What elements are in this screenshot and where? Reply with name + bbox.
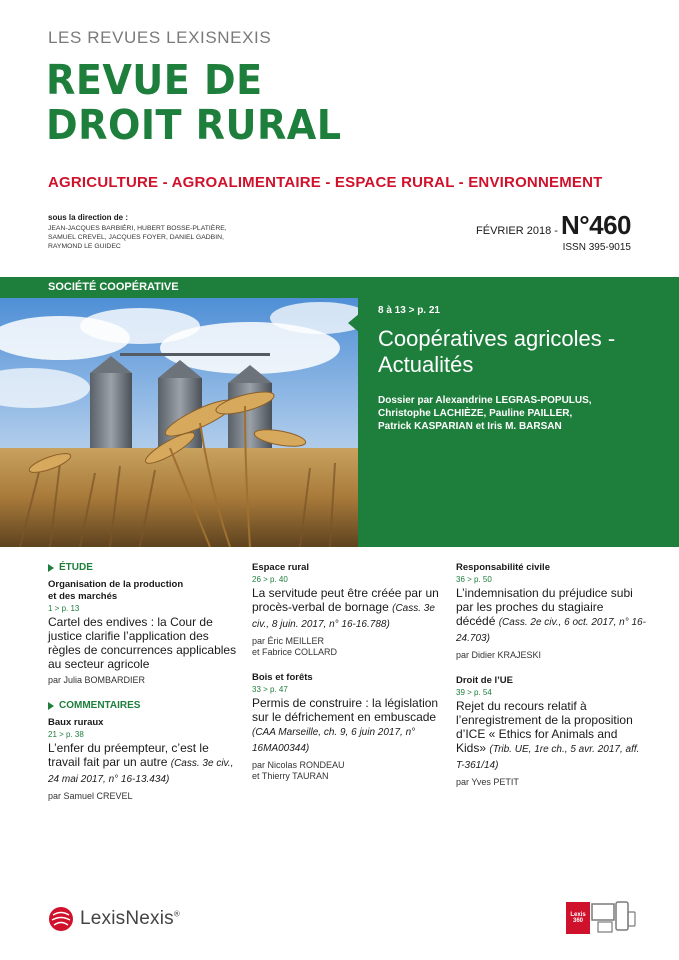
article-page-ref: 26 > p. 40 (252, 575, 288, 584)
article-cartel-endives[interactable] (48, 579, 238, 686)
article-citation: (Cass. 2e civ., 6 oct. 2017, n° 16-24.703) (456, 617, 646, 644)
feature-heading-line-1: Coopératives agricoles - (378, 326, 616, 351)
lexisnexis-logo (48, 906, 180, 932)
article-page-ref: 21 > p. 38 (48, 730, 84, 739)
article-author: par Yves PETIT (456, 777, 519, 787)
article-author-line-1: par Éric MEILLER (252, 636, 325, 646)
article-citation: (CAA Marseille, ch. 9, 6 juin 2017, n° 16MA00344) (252, 727, 416, 754)
article-page-ref: 36 > p. 50 (456, 575, 492, 584)
article-title (456, 699, 646, 773)
feature-heading-line-2: Actualités (378, 352, 474, 377)
lexisnexis-globe-icon (48, 906, 74, 932)
article-title (252, 696, 442, 756)
lexis360-logo: Lexis 360 (566, 902, 590, 934)
article-category: Responsabilité civile (456, 562, 550, 573)
direction-names-line-3: RAYMOND LE GUIDEC (48, 243, 121, 250)
direction-names-line-1: JEAN-JACQUES BARBIÉRI, HUBERT BOSSE-PLATIÈRE, (48, 225, 227, 232)
article-rejet-recours[interactable] (456, 675, 646, 788)
contents-column-2 (252, 562, 442, 796)
section-commentaires-label: COMMENTAIRES (59, 700, 141, 711)
triangle-bullet-icon (48, 702, 54, 710)
editorial-direction (48, 213, 288, 251)
devices-icon (590, 900, 636, 934)
journal-title (46, 58, 381, 148)
article-page-ref: 39 > p. 54 (456, 688, 492, 697)
feature-page-ref: 8 à 13 > p. 21 (378, 305, 440, 316)
section-etude-label: ÉTUDE (59, 562, 93, 573)
article-title (252, 586, 442, 632)
article-enfer-preempteur[interactable] (48, 717, 238, 802)
article-category (48, 579, 238, 603)
journal-subtitle: AGRICULTURE - AGROALIMENTAIRE - ESPACE RURAL - ENVIRONNEMENT (48, 174, 603, 191)
feature-authors-line-1: Dossier par Alexandrine LEGRAS-POPULUS, (378, 395, 592, 406)
article-author-line-2: et Thierry TAURAN (252, 771, 329, 781)
feature-authors-line-3: Patrick KASPARIAN et Iris M. BARSAN (378, 421, 562, 432)
article-category-line-1: Organisation de la production (48, 579, 184, 590)
feature-pointer (348, 313, 360, 333)
triangle-bullet-icon (48, 564, 54, 572)
article-page-ref: 1 > p. 13 (48, 604, 80, 613)
feature-section-label: SOCIÉTÉ COOPÉRATIVE (0, 277, 360, 298)
article-indemnisation[interactable] (456, 562, 646, 661)
article-author: par Samuel CREVEL (48, 791, 133, 801)
feature-authors-line-2: Christophe LACHIÈZE, Pauline PAILLER, (378, 408, 573, 419)
article-page-ref: 33 > p. 47 (252, 685, 288, 694)
title-line-2: DROIT RURAL (46, 101, 342, 149)
issue-date: FÉVRIER 2018 - (476, 225, 558, 237)
direction-names (48, 224, 288, 251)
issue-number: N°460 (560, 210, 631, 240)
article-author: par Didier KRAJESKI (456, 650, 542, 660)
feature-heading[interactable] (378, 326, 658, 378)
feature-authors (378, 394, 658, 433)
series-name: LES REVUES LEXISNEXIS (48, 28, 272, 47)
title-line-1: REVUE DE (46, 56, 263, 104)
section-commentaires (48, 700, 238, 711)
article-citation: (Cass. 3e civ., 8 juin. 2017, n° 16-16.788) (252, 603, 435, 630)
article-permis-construire[interactable] (252, 672, 442, 782)
wheat-silo-photo (0, 298, 358, 547)
article-category: Droit de l’UE (456, 675, 514, 686)
article-author-line-1: par Nicolas RONDEAU (252, 760, 345, 770)
article-title-text: Rejet du recours relatif à l’enregistrement de la proposition d’ICE « Ethics for Animals and Kids» (456, 699, 633, 755)
lexisnexis-wordmark (80, 908, 180, 930)
article-title-text: La servitude peut être créée par un procès-verbal de bornage (252, 586, 439, 614)
article-author-line-2: et Fabrice COLLARD (252, 647, 338, 657)
article-category-line-2: et des marchés (48, 591, 118, 602)
article-author (252, 636, 442, 658)
contents-column-1 (48, 562, 238, 816)
article-servitude[interactable] (252, 562, 442, 658)
article-author: par Julia BOMBARDIER (48, 675, 146, 685)
article-category: Espace rural (252, 562, 310, 573)
direction-names-line-2: SAMUEL CREVEL, JACQUES FOYER, DANIEL GADBIN, (48, 234, 224, 241)
article-title (456, 586, 646, 646)
lexis360-badge[interactable] (566, 900, 636, 934)
article-author (252, 760, 442, 782)
article-citation: (Cass. 3e civ., 24 mai 2017, n° 16-13.434) (48, 758, 234, 785)
direction-label: sous la direction de : (48, 213, 129, 222)
article-title (48, 741, 238, 787)
article-title-text: Permis de construire : la législation sur le défrichement en embuscade (252, 696, 439, 724)
article-title-text: L’enfer du préempteur, c’est le travail fait par un autre (48, 741, 209, 769)
feature-text (378, 305, 658, 433)
issn: ISSN 395-9015 (562, 242, 631, 253)
trademark-symbol: ® (173, 909, 180, 919)
article-category: Baux ruraux (48, 717, 104, 728)
contents-column-3 (456, 562, 646, 802)
article-title: Cartel des endives : la Cour de justice clarifie l’application des règles de concurrences applicables au secteur agricole (48, 615, 237, 671)
article-category: Bois et forêts (252, 672, 313, 683)
feature-block[interactable] (0, 277, 679, 547)
article-title-text: L’indemnisation du préjudice subi par les proches du stagiaire décédé (456, 586, 633, 628)
section-etude (48, 562, 238, 573)
issue-info (476, 210, 631, 253)
lexisnexis-wordmark-text: LexisNexis (80, 908, 174, 929)
article-citation: (Trib. UE, 1re ch., 5 avr. 2017, aff. T-361/14) (456, 744, 640, 771)
